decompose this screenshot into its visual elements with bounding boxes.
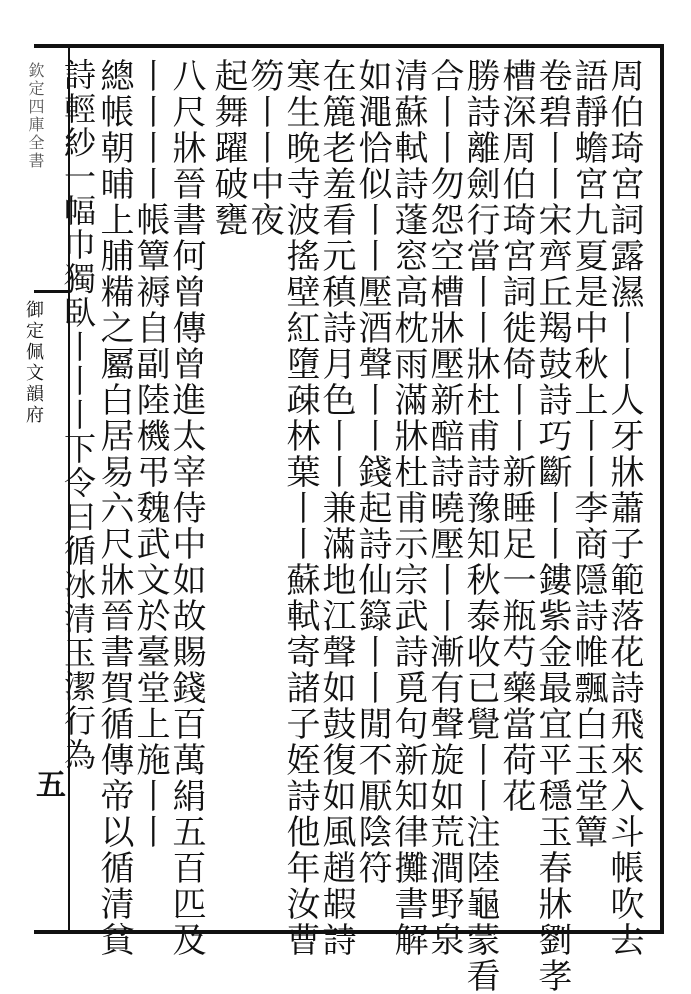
text-column-10: 寒生晚寺波搖壁紅墮疎林葉丨丨蘇軾寄諸子姪詩他年汝曹 bbox=[280, 58, 320, 958]
text-column-5: 勝詩離劍行當丨丨牀杜甫詩豫知秋泰收已覺丨丨注陸龜蒙看 bbox=[460, 58, 500, 994]
text-column-3: 卷碧丨丨宋齊丘羯鼓詩巧斷丨丨鏤紫金最宜平穩玉春牀劉孝 bbox=[532, 58, 572, 994]
text-column-1: 周伯琦宮詞露濕丨丨人牙牀蕭子範落花詩飛來入斗帳吹去 bbox=[604, 58, 644, 958]
right-border bbox=[660, 44, 664, 934]
text-column-15: 總帳朝晡上脯糒之屬白居易六尺牀晉書賀循傳帝以循清貧 bbox=[94, 58, 134, 958]
top-border bbox=[34, 44, 664, 48]
text-column-9: 在簏老羞看元稹詩月色丨丨兼滿地江聲如鼓復如風趙嘏詩 bbox=[316, 58, 356, 958]
book-title-label: 御定佩文韻府 bbox=[23, 300, 44, 426]
text-column-2: 語靜蟾宮九夏是中秋上丨丨李商隱詩帷飄白玉堂簟 bbox=[568, 58, 608, 850]
text-column-14: 丨丨丨丨帳簟褥自副陸機弔魏武文於臺堂上施丨丨 bbox=[130, 58, 170, 850]
text-column-7: 清蘇軾詩蓬窓高枕雨滿牀杜甫示宗武詩覓句新知律攤書解 bbox=[388, 58, 428, 958]
text-column-11: 笏丨丨中夜 bbox=[244, 58, 284, 238]
text-column-16: 詩輕紗一幅巾獨臥丨丨丨下令曰循冰清玉潔行為 bbox=[59, 58, 97, 772]
text-column-8: 如澠恰似丨丨壓酒聲丨丨錢起詩仙籙丨丨閒不厭陰符 bbox=[352, 58, 392, 886]
side-header-label: 欽定四庫全書 bbox=[26, 62, 45, 170]
text-column-4: 槽深周伯琦宮詞徙倚丨丨新睡足一瓶芍藥當荷花 bbox=[496, 58, 536, 814]
text-column-12: 起舞躍破甕 bbox=[208, 58, 248, 238]
page-number: 五 bbox=[36, 768, 66, 803]
text-column-13: 八尺牀晉書何曾傳曾進太宰侍中如故賜錢百萬絹五百匹及 bbox=[166, 58, 206, 958]
text-column-6: 合丨丨勿怨空槽牀壓新醅詩曉壓丨丨漸有聲旋如荒澗野泉 bbox=[424, 58, 464, 958]
